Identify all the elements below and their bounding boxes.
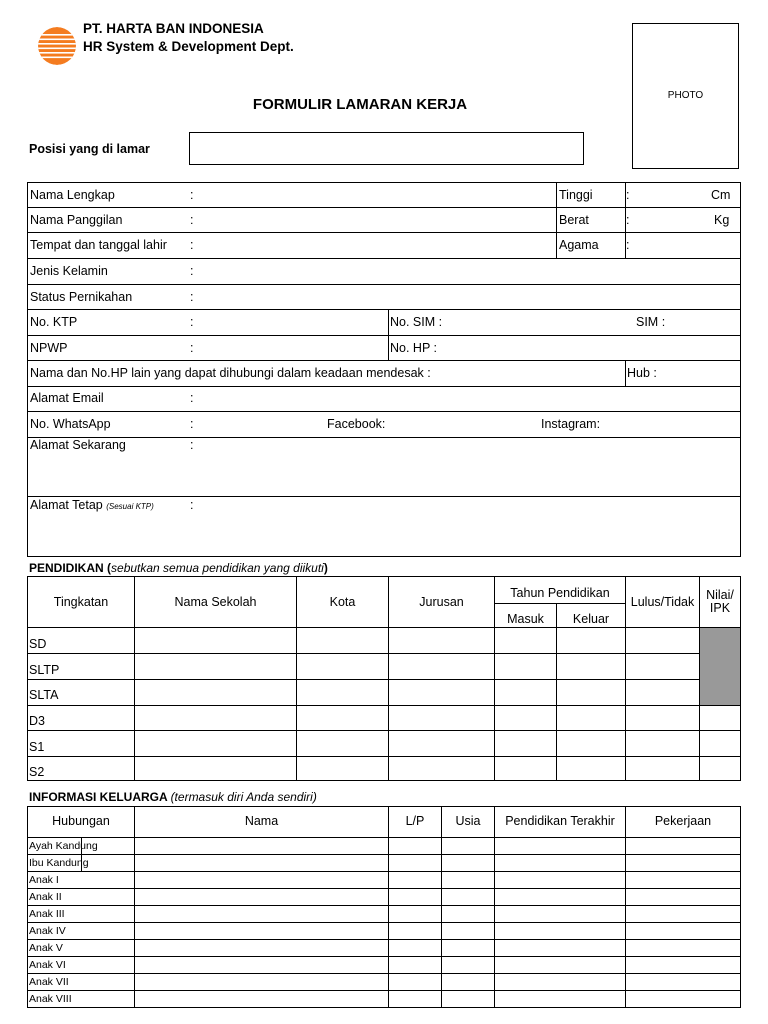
col-keluar: Keluar (572, 612, 610, 626)
colon: : (626, 213, 630, 227)
label-nama-lengkap: Nama Lengkap (30, 188, 115, 202)
label-jenis-kelamin: Jenis Kelamin (30, 264, 108, 278)
company-logo (38, 27, 76, 65)
edu-row-label: SLTP (29, 663, 60, 677)
colon: : (190, 238, 194, 252)
section-pendidikan-note: sebutkan semua pendidikan yang diikuti (111, 561, 324, 575)
fam-col-pekerjaan: Pekerjaan (654, 814, 712, 828)
label-sim: SIM : (636, 315, 666, 329)
label-tempat-lahir: Tempat dan tanggal lahir (30, 238, 167, 252)
fam-col-hubungan: Hubungan (52, 814, 110, 828)
col-nama-sekolah: Nama Sekolah (174, 595, 257, 609)
label-alamat-tetap-text: Alamat Tetap (30, 498, 103, 512)
company-dept: HR System & Development Dept. (83, 39, 294, 54)
fam-row-label: Anak VII (29, 976, 69, 988)
edu-row-label: SD (29, 637, 47, 651)
col-ipk: IPK (709, 601, 731, 615)
unit-cm: Cm (711, 188, 731, 202)
fam-col-lp: L/P (405, 814, 425, 828)
colon: : (190, 498, 194, 512)
label-alamat-tetap (30, 498, 154, 514)
fam-row-label: Anak II (29, 891, 62, 903)
colon: : (626, 188, 630, 202)
label-status-pernikahan: Status Pernikahan (30, 290, 133, 304)
colon: : (190, 264, 194, 278)
form-title: FORMULIR LAMARAN KERJA (252, 96, 468, 113)
fam-row-label: Ayah Kandung (29, 840, 98, 852)
unit-kg: Kg (714, 213, 730, 227)
section-keluarga (29, 790, 317, 804)
fam-row-label: Anak III (29, 908, 65, 920)
edu-row-label: S1 (29, 740, 45, 754)
position-input[interactable] (189, 132, 584, 165)
fam-row-label: Ibu Kandung (29, 857, 89, 869)
colon: : (190, 417, 194, 431)
col-jurusan: Jurusan (419, 595, 464, 609)
label-whatsapp: No. WhatsApp (30, 417, 111, 431)
edu-row-label: S2 (29, 765, 45, 779)
label-no-hp: No. HP : (390, 341, 438, 355)
edu-row-label: D3 (29, 714, 45, 728)
label-no-ktp: No. KTP (30, 315, 78, 329)
colon: : (190, 391, 194, 405)
col-nilai: Nilai/ (706, 588, 734, 602)
fam-col-nama: Nama (244, 814, 279, 828)
section-pendidikan: PENDIDIKAN (sebutkan semua pendidikan yang diikuti) (29, 561, 328, 575)
label-no-sim: No. SIM : (390, 315, 443, 329)
company-name: PT. HARTA BAN INDONESIA (83, 21, 264, 36)
fam-row-label: Anak VIII (29, 993, 72, 1005)
label-agama: Agama (559, 238, 599, 252)
shaded-cell (700, 628, 740, 705)
edu-row-label: SLTA (29, 688, 59, 702)
label-hub: Hub : (627, 366, 657, 380)
label-instagram: Instagram: (541, 417, 601, 431)
fam-col-usia: Usia (455, 814, 481, 828)
section-keluarga-note: (termasuk diri Anda sendiri) (170, 790, 317, 804)
colon: : (190, 438, 194, 452)
col-tahun-pendidikan: Tahun Pendidikan (510, 586, 610, 600)
colon: : (190, 188, 194, 202)
label-sesuai-ktp: (Sesuai KTP) (106, 502, 154, 511)
label-berat: Berat (559, 213, 589, 227)
colon: : (190, 315, 194, 329)
label-nama-panggilan: Nama Panggilan (30, 213, 123, 227)
fam-row-label: Anak V (29, 942, 63, 954)
position-label: Posisi yang di lamar (29, 142, 150, 156)
fam-col-pendidikan: Pendidikan Terakhir (505, 814, 615, 828)
colon: : (190, 213, 194, 227)
label-facebook: Facebook: (327, 417, 386, 431)
label-email: Alamat Email (30, 391, 104, 405)
section-pendidikan-title: PENDIDIKAN (29, 561, 104, 575)
col-lulus: Lulus/Tidak (630, 595, 695, 609)
label-kontak-darurat: Nama dan No.HP lain yang dapat dihubungi dalam keadaan mendesak : (30, 366, 431, 380)
label-tinggi: Tinggi (559, 188, 593, 202)
col-masuk: Masuk (507, 612, 544, 626)
label-npwp: NPWP (30, 341, 68, 355)
col-kota: Kota (329, 595, 356, 609)
colon: : (190, 290, 194, 304)
col-tingkatan: Tingkatan (53, 595, 109, 609)
fam-row-label: Anak VI (29, 959, 66, 971)
colon: : (190, 341, 194, 355)
label-alamat-sekarang: Alamat Sekarang (30, 438, 126, 452)
fam-row-label: Anak IV (29, 925, 66, 937)
fam-row-label: Anak I (29, 874, 59, 886)
photo-label: PHOTO (667, 90, 704, 101)
colon: : (626, 238, 630, 252)
section-keluarga-title: INFORMASI KELUARGA (29, 790, 168, 804)
